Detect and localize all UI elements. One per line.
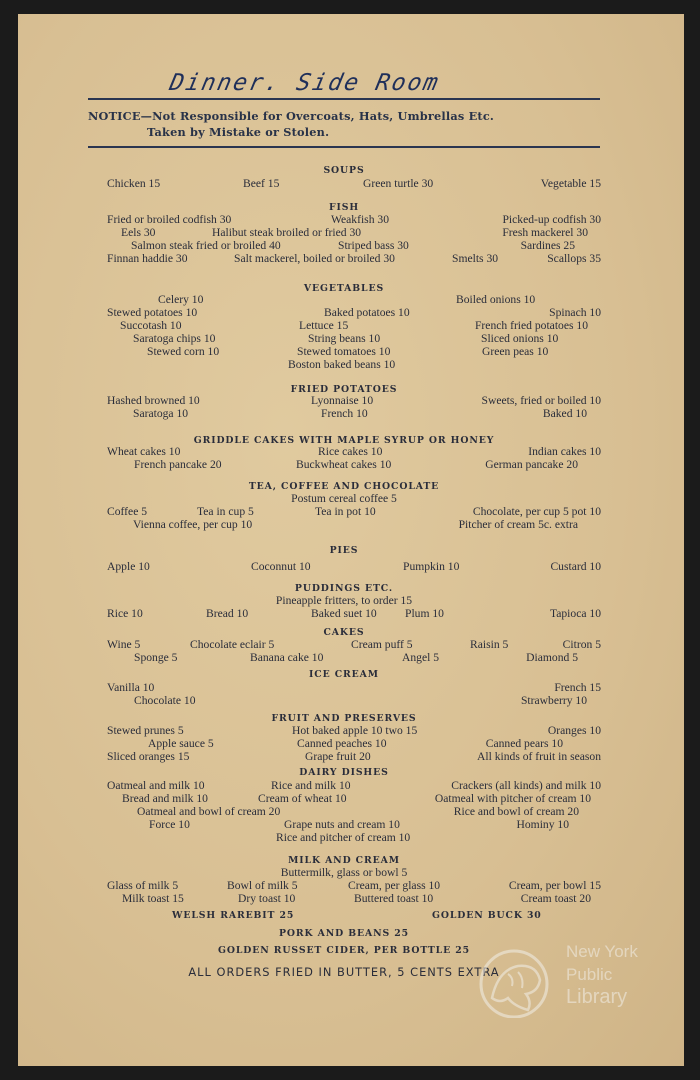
menu-item: Cream toast 20 [520, 892, 591, 905]
menu-item: Tea in pot 10 [315, 505, 376, 518]
menu-item: Stewed corn 10 [147, 345, 220, 358]
menu-item: Celery 10 [158, 293, 204, 306]
menu-item: Baked potatoes 10 [324, 306, 410, 319]
library-watermark [478, 942, 678, 1018]
menu-item: Custard 10 [550, 560, 601, 573]
menu-item: Buttered toast 10 [354, 892, 434, 905]
menu-item: String beans 10 [308, 332, 381, 345]
lion-logo-icon [478, 948, 558, 1018]
menu-item: Strawberry 10 [520, 694, 587, 707]
menu-item: Salt mackerel, boiled or broiled 30 [234, 252, 395, 265]
menu-item: Green turtle 30 [363, 177, 434, 190]
menu-item: Stewed tomatoes 10 [297, 345, 391, 358]
top-rule [88, 98, 600, 100]
menu-item: Stewed potatoes 10 [107, 306, 198, 319]
menu-item: Coconnut 10 [251, 560, 311, 573]
vegetables-heading: VEGETABLES [303, 283, 385, 294]
menu-item: Sardines 25 [520, 239, 575, 252]
menu-item: Apple 10 [107, 560, 150, 573]
menu-item: Force 10 [149, 818, 190, 831]
menu-item: Sponge 5 [134, 651, 178, 664]
menu-item: Baked 10 [542, 407, 587, 420]
menu-item: Canned pears 10 [485, 737, 563, 750]
menu-item: Tea in cup 5 [197, 505, 254, 518]
menu-item: Postum cereal coffee 5 [291, 492, 397, 505]
menu-item: Buttermilk, glass or bowl 5 [280, 866, 408, 879]
menu-item: Rice and milk 10 [271, 779, 351, 792]
menu-item: Fried or broiled codfish 30 [107, 213, 232, 226]
menu-item: Banana cake 10 [250, 651, 324, 664]
notice-line-2: Taken by Mistake or Stolen. [147, 125, 330, 139]
menu-item: Grape nuts and cream 10 [284, 818, 400, 831]
menu-item: Pumpkin 10 [403, 560, 460, 573]
menu-item: Finnan haddie 30 [107, 252, 188, 265]
menu-item: Citron 5 [562, 638, 601, 651]
menu-item: Grape fruit 20 [305, 750, 371, 763]
menu-item: Cream, per bowl 15 [508, 879, 601, 892]
pies-heading: PIES [329, 545, 359, 556]
menu-item: Cream, per glass 10 [348, 879, 441, 892]
menu-item: Boston baked beans 10 [288, 358, 396, 371]
menu-item: French fried potatoes 10 [474, 319, 588, 332]
menu-item: Angel 5 [402, 651, 440, 664]
menu-item: Green peas 10 [482, 345, 549, 358]
menu-item: Sweets, fried or boiled 10 [481, 394, 601, 407]
soups-heading: SOUPS [323, 165, 365, 176]
cider: GOLDEN RUSSET CIDER, PER BOTTLE 25 [218, 945, 470, 956]
menu-item: Lettuce 15 [299, 319, 349, 332]
menu-item: Crackers (all kinds) and milk 10 [451, 779, 601, 792]
menu-item: Pitcher of cream 5c. extra [458, 518, 578, 531]
watermark-line-1: New York [566, 942, 638, 961]
menu-item: Canned peaches 10 [297, 737, 387, 750]
cakes-heading: CAKES [323, 627, 365, 638]
menu-item: Cream puff 5 [351, 638, 413, 651]
menu-item: Eels 30 [121, 226, 156, 239]
menu-item: Fresh mackerel 30 [502, 226, 588, 239]
menu-item: Rice cakes 10 [318, 445, 383, 458]
menu-item: Oranges 10 [547, 724, 601, 737]
menu-item: Milk toast 15 [122, 892, 184, 905]
menu-item: Baked suet 10 [311, 607, 377, 620]
menu-item: All kinds of fruit in season [477, 750, 601, 763]
menu-item: Stewed prunes 5 [107, 724, 184, 737]
menu-item: Rice and bowl of cream 20 [453, 805, 579, 818]
menu-item: Sliced onions 10 [481, 332, 559, 345]
menu-item: Dry toast 10 [238, 892, 296, 905]
fish-heading: FISH [328, 202, 360, 213]
menu-item: Chocolate, per cup 5 pot 10 [472, 505, 601, 518]
menu-item: Chicken 15 [107, 177, 161, 190]
menu-item: Wine 5 [107, 638, 141, 651]
menu-item: Spinach 10 [549, 306, 601, 319]
menu-item: Saratoga 10 [133, 407, 189, 420]
milk-heading: MILK AND CREAM [288, 855, 400, 866]
welsh-rarebit: WELSH RAREBIT 25 [172, 910, 295, 921]
menu-item: Rice 10 [107, 607, 143, 620]
menu-item: Raisin 5 [470, 638, 509, 651]
menu-item: Smelts 30 [452, 252, 499, 265]
menu-item: Saratoga chips 10 [133, 332, 216, 345]
ice-cream-heading: ICE CREAM [309, 669, 379, 680]
menu-item: Oatmeal with pitcher of cream 10 [434, 792, 591, 805]
orders-note: ALL ORDERS FRIED IN BUTTER, 5 CENTS EXTRA [188, 965, 500, 979]
menu-title: Dinner. Side Room [167, 70, 443, 96]
menu-item: Beef 15 [243, 177, 280, 190]
menu-item: Buckwheat cakes 10 [296, 458, 392, 471]
menu-item: Hashed browned 10 [107, 394, 200, 407]
menu-item: Succotash 10 [120, 319, 182, 332]
menu-item: Chocolate 10 [134, 694, 196, 707]
menu-item: Scallops 35 [547, 252, 601, 265]
menu-item: Pineapple fritters, to order 15 [275, 594, 413, 607]
menu-item: Cream of wheat 10 [258, 792, 347, 805]
menu-item: Lyonnaise 10 [311, 394, 374, 407]
menu-item: Plum 10 [405, 607, 444, 620]
menu-item: Bowl of milk 5 [227, 879, 298, 892]
menu-item: Bread 10 [206, 607, 249, 620]
menu-item: Hominy 10 [516, 818, 569, 831]
fried-potatoes-heading: FRIED POTATOES [290, 384, 398, 395]
menu-item: German pancake 20 [485, 458, 578, 471]
watermark-line-3: Library [566, 986, 628, 1008]
menu-item: Vienna coffee, per cup 10 [133, 518, 253, 531]
menu-item: Weakfish 30 [331, 213, 389, 226]
menu-item: Oatmeal and milk 10 [107, 779, 205, 792]
tea-heading: TEA, COFFEE AND CHOCOLATE [248, 481, 440, 492]
puddings-heading: PUDDINGS ETC. [294, 583, 394, 594]
menu-item: Halibut steak broiled or fried 30 [212, 226, 362, 239]
golden-buck: GOLDEN BUCK 30 [432, 910, 542, 921]
menu-item: Oatmeal and bowl of cream 20 [137, 805, 281, 818]
watermark-line-2: Public [566, 965, 613, 984]
menu-item: Bread and milk 10 [122, 792, 208, 805]
menu-item: Salmon steak fried or broiled 40 [131, 239, 281, 252]
menu-item: Picked-up codfish 30 [502, 213, 601, 226]
fruit-heading: FRUIT AND PRESERVES [271, 713, 417, 724]
menu-item: Striped bass 30 [338, 239, 409, 252]
menu-item: Sliced oranges 15 [107, 750, 190, 763]
menu-item: Glass of milk 5 [107, 879, 179, 892]
griddle-heading: GRIDDLE CAKES WITH MAPLE SYRUP OR HONEY [193, 435, 495, 446]
menu-item: Boiled onions 10 [456, 293, 536, 306]
menu-item: Vanilla 10 [107, 681, 155, 694]
menu-item: Indian cakes 10 [528, 445, 601, 458]
menu-item: Chocolate eclair 5 [190, 638, 275, 651]
menu-item: Diamond 5 [526, 651, 578, 664]
dairy-heading: DAIRY DISHES [299, 767, 389, 778]
menu-item: Tapioca 10 [549, 607, 601, 620]
menu-item: Vegetable 15 [540, 177, 601, 190]
menu-item: Coffee 5 [107, 505, 148, 518]
menu-item: French 15 [554, 681, 601, 694]
pork-and-beans: PORK AND BEANS 25 [279, 928, 409, 939]
menu-item: French 10 [321, 407, 368, 420]
menu-item: Wheat cakes 10 [107, 445, 181, 458]
menu-item: French pancake 20 [134, 458, 222, 471]
menu-item: Rice and pitcher of cream 10 [276, 831, 411, 844]
notice-line-1: NOTICE—Not Responsible for Overcoats, Hats, Umbrellas Etc. [88, 109, 495, 123]
bottom-rule [88, 146, 600, 148]
menu-item: Apple sauce 5 [148, 737, 214, 750]
menu-item: Hot baked apple 10 two 15 [292, 724, 418, 737]
